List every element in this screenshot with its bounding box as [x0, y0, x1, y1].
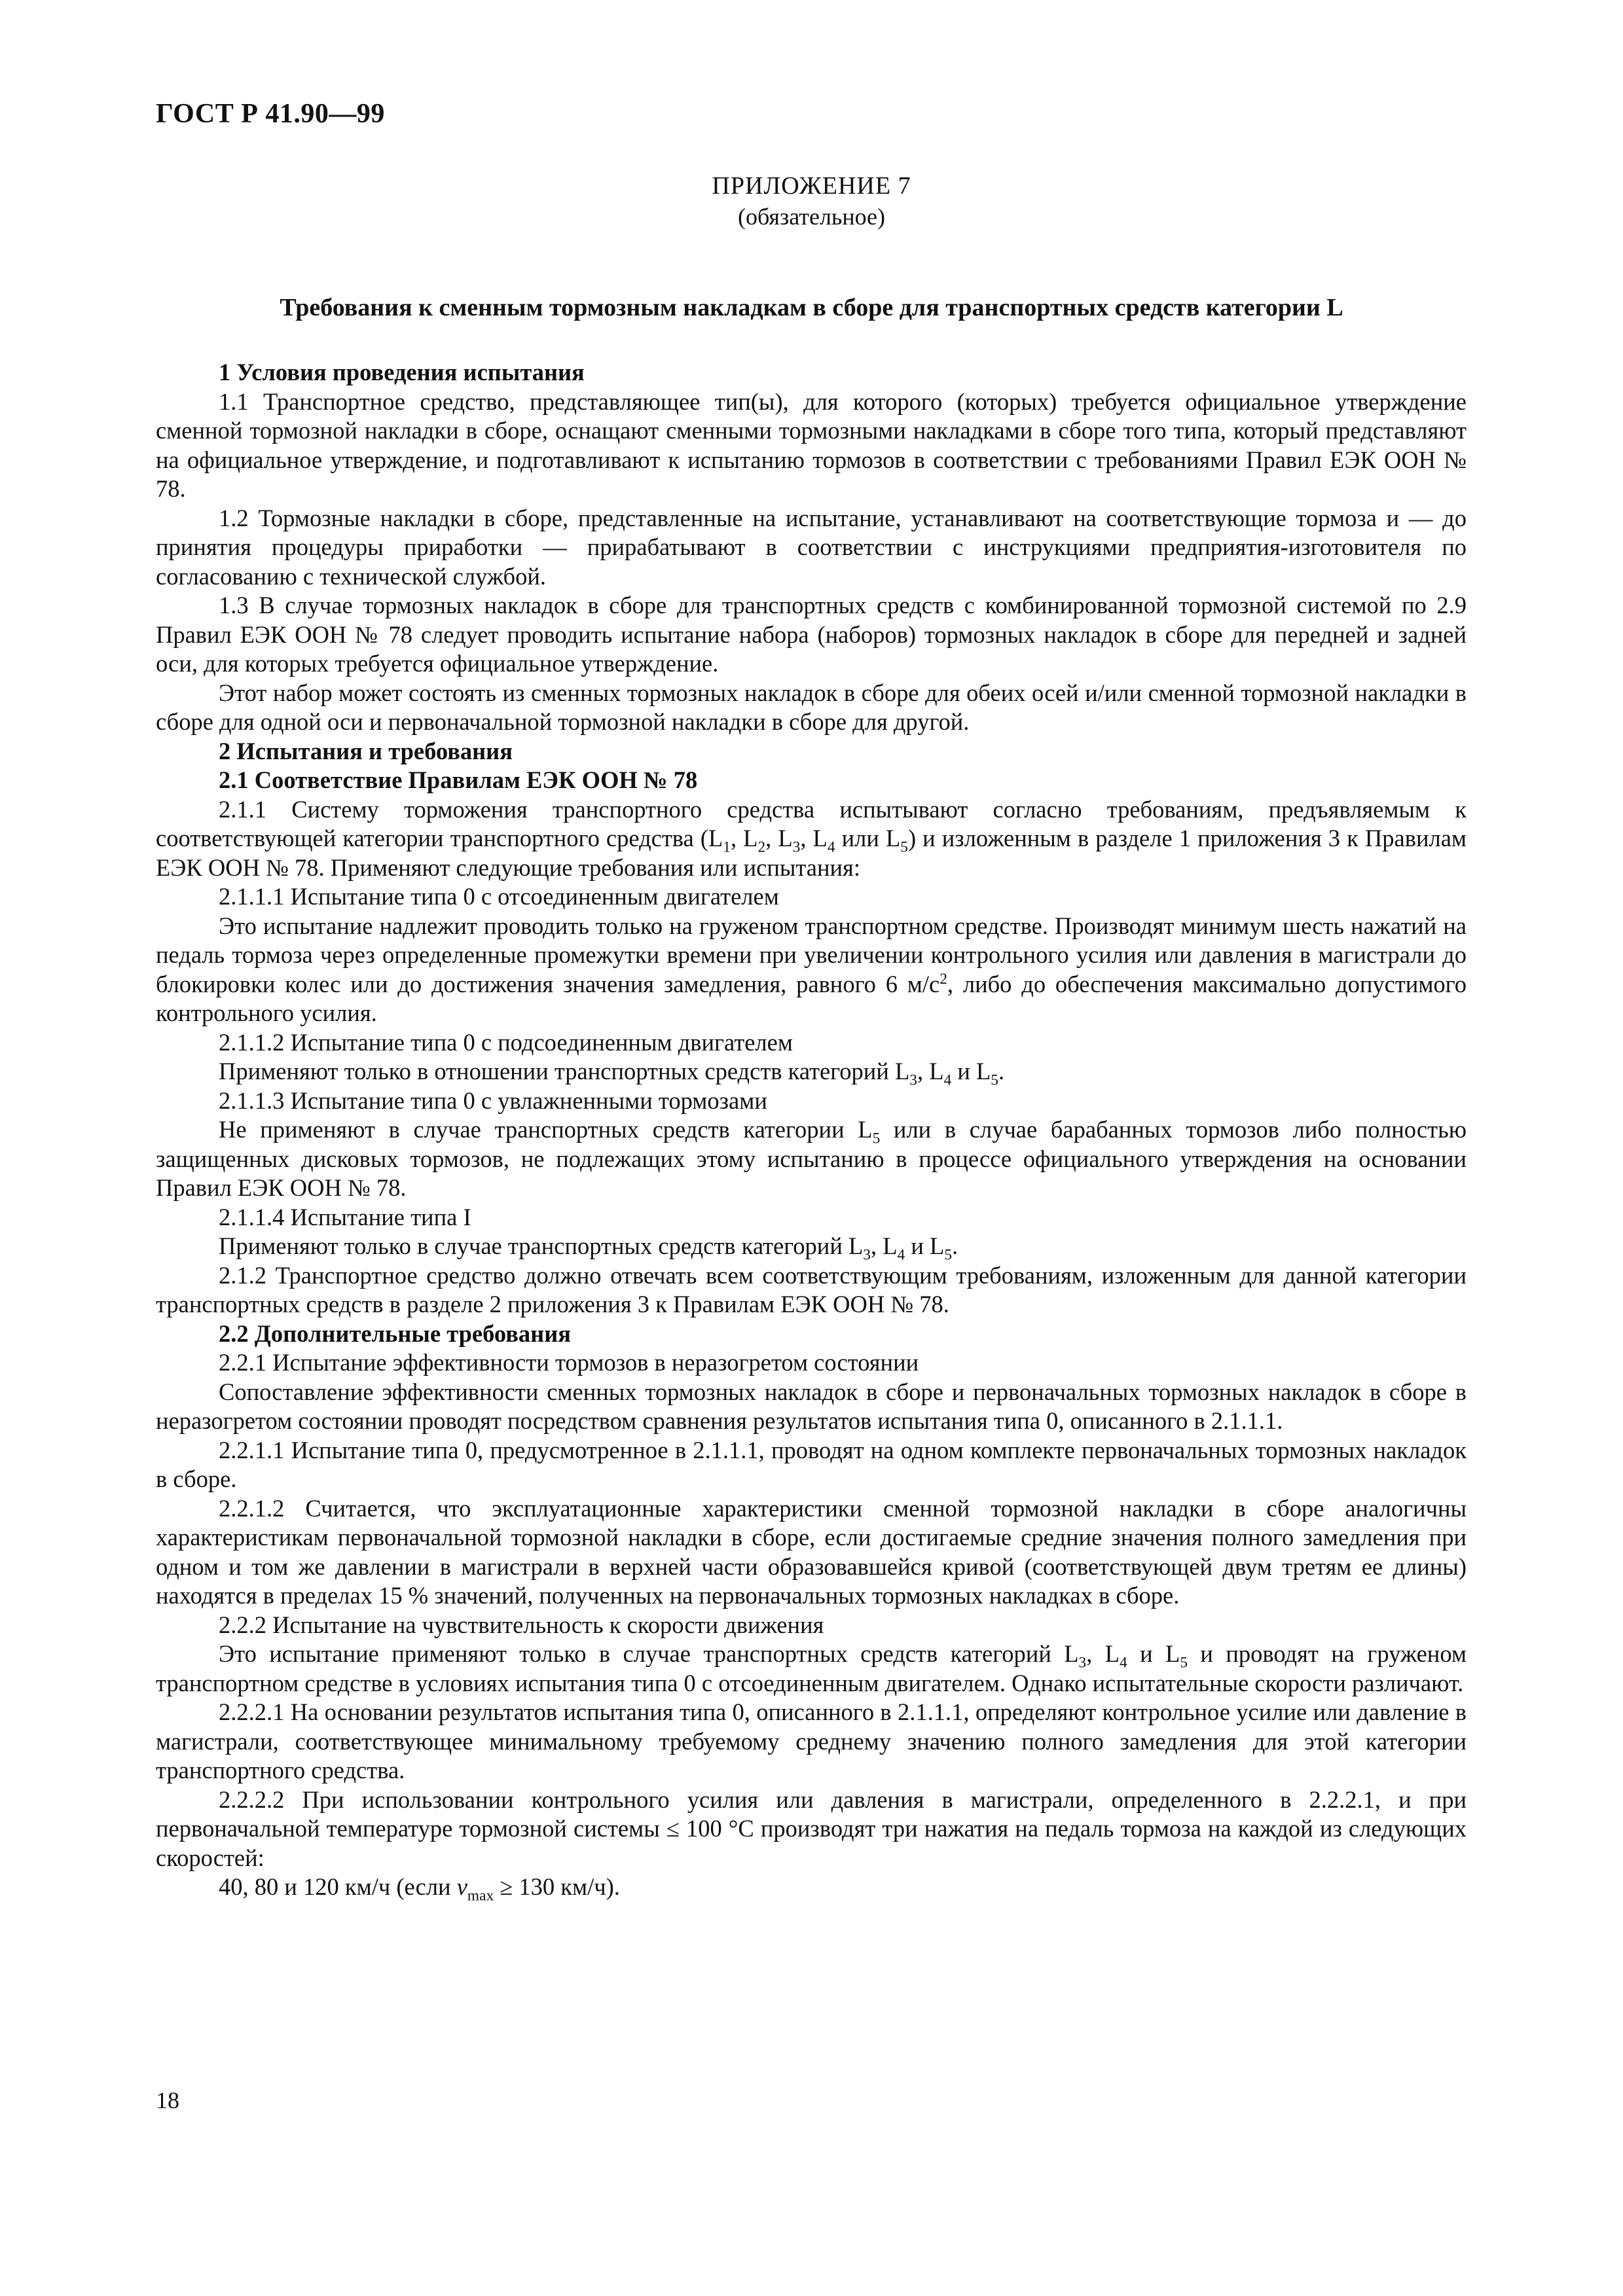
paragraph-2-1-1: 2.1.1 Систему торможения транспортного средства испытывают согласно требованиям, предъявляемым к соответствующей категории транспортного средства ($L_1$, $L_2$, $L_3$, $L_4$ или $L_5$) и изложенным в разделе 1 приложения 3 к Правилам ЕЭК ООН № 78. Применяют следующие требования или испытания:	[156, 795, 1467, 881]
section-heading-2-2: 2.2 Дополнительные требования	[219, 1319, 571, 1347]
section-heading-2-1: 2.1 Соответствие Правилам ЕЭК ООН № 78	[219, 766, 698, 793]
section-heading-1: 1 Условия проведения испытания	[219, 359, 585, 386]
paragraph-2-2-1: 2.2.1 Испытание эффективности тормозов в неразогретом состоянии	[219, 1349, 919, 1376]
paragraph-2-2-2-1: 2.2.2.1 На основании результатов испытания типа 0, описанного в 2.1.1.1, определяют контрольное усилие или давление в магистрали, соответствующее минимальному требуемому среднему значению полного замедления для этой категории транспортного средства.	[156, 1698, 1467, 1784]
section-heading-2: 2 Испытания и требования	[219, 737, 513, 764]
paragraph-2-2-2-2: 2.2.2.2 При использовании контрольного усилия или давления в магистрали, определенного в 2.2.2.1, и при первоначальной температуре тормозной системы ≤ 100 °С производят три нажатия на педаль тормоза на каждой из следующих скоростей:	[156, 1785, 1467, 1871]
paragraph-1-1: 1.1 Транспортное средство, представляющее тип(ы), для которого (которых) требуется официальное утверждение сменной тормозной накладки в сборе, оснащают сменными тормозными накладками в сборе того типа, который представляют на официальное утверждение, и подготавливают к испытанию тормозов в соответствии с требованиями Правил ЕЭК ООН № 78.	[156, 387, 1467, 502]
document-body	[156, 358, 1467, 1905]
paragraph-2-1-1-3: 2.1.1.3 Испытание типа 0 с увлажненными тормозами	[219, 1086, 767, 1114]
paragraph-2-1-1-1-text: Это испытание надлежит проводить только на груженом транспортном средстве. Производят минимум шесть нажатий на педаль тормоза через определенные промежутки времени при увеличении контрольного усилия или давления в магистрали до блокировки колес или до достижения значения замедления, равного 6 $м/с^2$, либо до обеспечения максимально допустимого контрольного усилия.	[156, 912, 1467, 1026]
page-number: 18	[156, 2087, 179, 2113]
paragraph-2-2-1-2: 2.2.1.2 Считается, что эксплуатационные характеристики сменной тормозной накладки в сборе аналогичны характеристикам первоначальной тормозной накладки в сборе, если достигаемые средние значения полного замедления при одном и том же давлении в магистрали в верхней части образовавшейся кривой (соответствующей двум третям ее длины) находятся в пределах 15 % значений, полученных на первоначальных тормозных накладках в сборе.	[156, 1494, 1467, 1609]
paragraph-2-2-1-1: 2.2.1.1 Испытание типа 0, предусмотренное в 2.1.1.1, проводят на одном комплекте первоначальных тормозных накладок в сборе.	[156, 1436, 1467, 1492]
speeds-line: 40, 80 и 120 км/ч (если $v_{max} \ge 130$ км/ч).	[219, 1873, 620, 1905]
document-title: Требования к сменным тормозным накладкам в сборе для транспортных средств категории L	[280, 294, 1343, 321]
paragraph-2-1-1-3-text: Не применяют в случае транспортных средств категории $L_5$ или в случае барабанных тормозов либо полностью защищенных дисковых тормозов, не подлежащих этому испытанию в процессе официального утверждения на основании Правил ЕЭК ООН № 78.	[156, 1116, 1467, 1201]
paragraph-2-1-1-2-text: Применяют только в отношении транспортных средств категорий $L_3$, $L_4$ и $L_5$.	[219, 1058, 1005, 1089]
appendix-title: ПРИЛОЖЕНИЕ 7	[712, 172, 911, 200]
paragraph-2-1-1-4: 2.1.1.4 Испытание типа I	[219, 1203, 471, 1230]
paragraph-2-2-2-text: Это испытание применяют только в случае транспортных средств категорий $L_3$, $L_4$ и $L_5$ и проводят на груженом транспортном средстве в условиях испытания типа 0 с отсоединенным двигателем. Однако испытательные скорости различают.	[156, 1640, 1467, 1696]
paragraph-2-1-1-2: 2.1.1.2 Испытание типа 0 с подсоединенным двигателем	[219, 1028, 793, 1056]
paragraph-1-3-continued: Этот набор может состоять из сменных тормозных накладок в сборе для обеих осей и/или сменной тормозной накладки в сборе для одной оси и первоначальной тормозной накладки в сборе для другой.	[156, 679, 1467, 735]
paragraph-2-2-1-text: Сопоставление эффективности сменных тормозных накладок в сборе и первоначальных тормозных накладок в сборе в неразогретом состоянии проводят посредством сравнения результатов испытания типа 0, описанного в 2.1.1.1.	[156, 1378, 1467, 1434]
paragraph-2-1-2: 2.1.2 Транспортное средство должно отвечать всем соответствующим требованиям, изложенным для данной категории транспортных средств в разделе 2 приложения 3 к Правилам ЕЭК ООН № 78.	[156, 1261, 1467, 1318]
appendix-subtitle: (обязательное)	[738, 204, 885, 230]
paragraph-1-2: 1.2 Тормозные накладки в сборе, представленные на испытание, устанавливают на соответствующие тормоза и — до принятия процедуры приработки — прирабатывают в соответствии с инструкциями предприятия-изготовителя по согласованию с технической службой.	[156, 504, 1467, 590]
paragraph-1-3: 1.3 В случае тормозных накладок в сборе для транспортных средств с комбинированной тормозной системой по 2.9 Правил ЕЭК ООН № 78 следует проводить испытание набора (наборов) тормозных накладок в сборе для передней и задней оси, для которых требуется официальное утверждение.	[156, 592, 1467, 677]
paragraph-2-1-1-1: 2.1.1.1 Испытание типа 0 с отсоединенным двигателем	[219, 883, 779, 910]
paragraph-2-2-2: 2.2.2 Испытание на чувствительность к скорости движения	[219, 1611, 824, 1638]
paragraph-2-1-1-4-text: Применяют только в случае транспортных средств категорий $L_3$, $L_4$ и $L_5$.	[219, 1232, 958, 1264]
standard-code: ГОСТ Р 41.90—99	[156, 99, 385, 129]
